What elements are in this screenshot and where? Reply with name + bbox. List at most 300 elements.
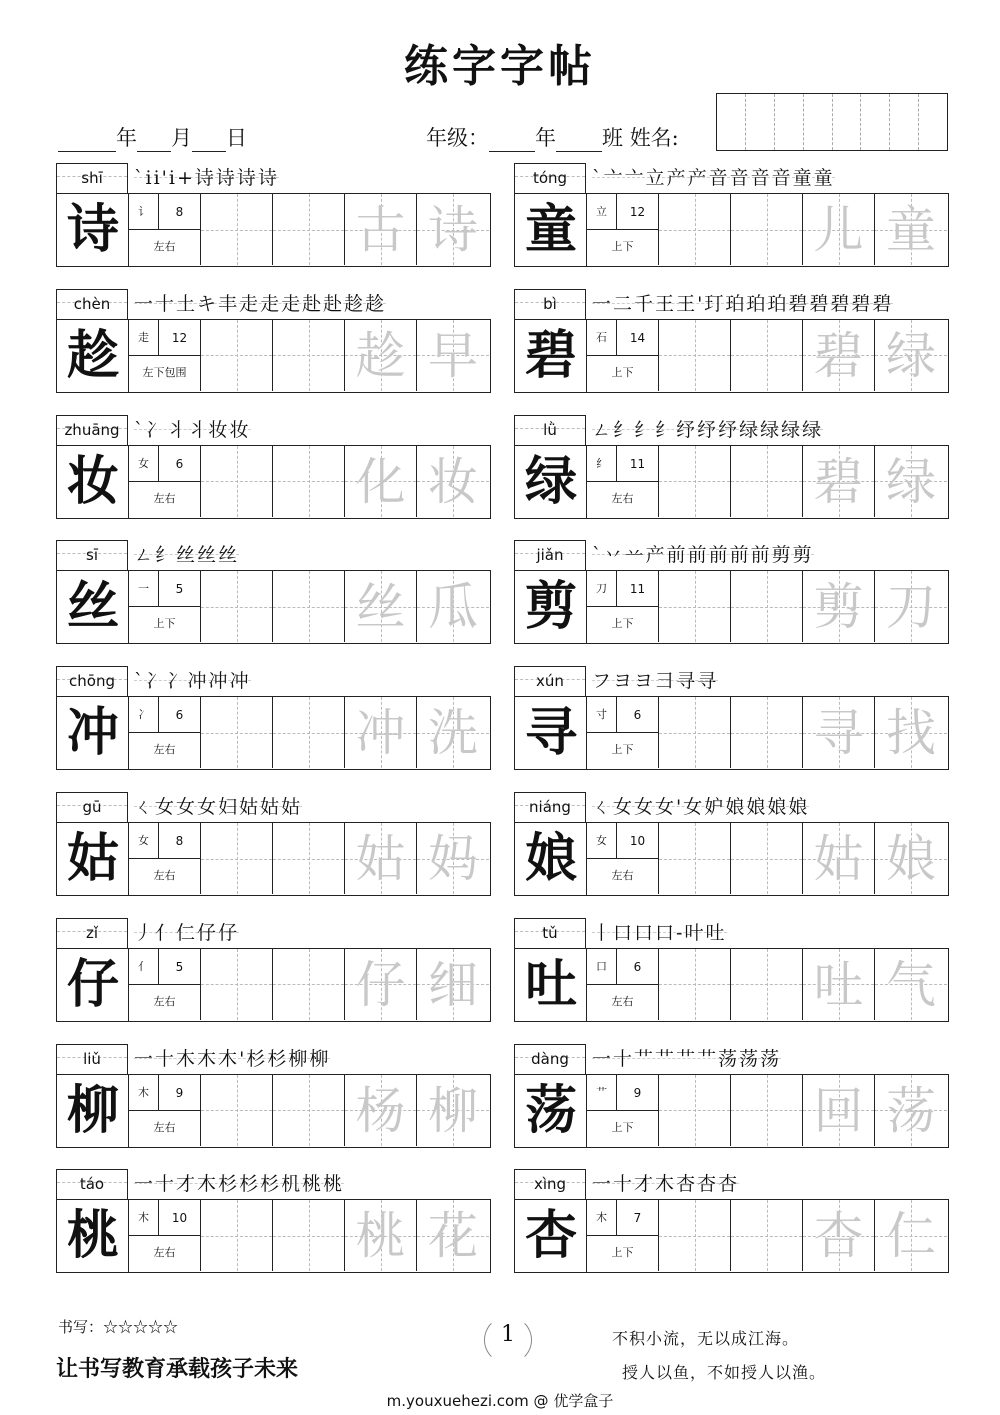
class-label: 班 — [602, 126, 623, 150]
stroke-step: 艹 — [655, 1047, 677, 1070]
practice-cell[interactable] — [731, 697, 803, 768]
model-character: 童 — [524, 199, 577, 260]
radical: 亻 — [129, 949, 159, 985]
stroke-count: 8 — [159, 194, 200, 230]
stroke-step: 音 — [771, 167, 793, 189]
stroke-step: 仔 — [218, 921, 240, 944]
model-character: 桃 — [66, 1205, 119, 1267]
word-cell[interactable] — [803, 1200, 875, 1271]
word-cell[interactable] — [417, 1200, 489, 1271]
stroke-order — [592, 417, 823, 443]
practice-cell[interactable] — [273, 1200, 345, 1271]
practice-cell[interactable] — [731, 1200, 803, 1271]
radical: 寸 — [587, 697, 617, 733]
stroke-count: 6 — [617, 697, 658, 733]
stroke-step: 纟 — [634, 418, 656, 441]
stroke-step: 走 — [281, 292, 303, 315]
trace-character: 刀 — [886, 578, 936, 637]
pinyin: lǜ — [543, 420, 557, 439]
stroke-step: 杉 — [246, 1047, 268, 1070]
structure: 上下 — [611, 1246, 634, 1260]
radical: 冫 — [129, 697, 159, 733]
trace-character: 瓜 — [428, 578, 478, 637]
word-cell[interactable] — [417, 446, 489, 517]
stroke-step: 娘 — [746, 796, 768, 818]
stroke-step: 才 — [634, 1173, 656, 1196]
word-cell[interactable] — [345, 1200, 417, 1271]
stroke-step: 冫 — [166, 670, 188, 693]
practice-cell[interactable] — [731, 571, 803, 642]
stroke-step: 口 — [634, 921, 656, 944]
pinyin: shī — [81, 169, 103, 187]
writing-grid — [56, 319, 491, 393]
stroke-count: 9 — [159, 1075, 200, 1111]
practice-cell[interactable] — [201, 1075, 273, 1146]
char-card — [514, 163, 949, 267]
practice-cell[interactable] — [273, 571, 345, 642]
stroke-step: ` — [592, 167, 604, 189]
practice-cell[interactable] — [201, 949, 273, 1020]
practice-cell[interactable] — [659, 446, 731, 517]
stroke-step: 纾 — [697, 418, 719, 441]
practice-cell[interactable] — [201, 320, 273, 391]
pinyin-box — [56, 163, 128, 193]
radical: 纟 — [587, 446, 617, 482]
model-character: 碧 — [524, 324, 577, 386]
trace-character: 花 — [428, 1207, 478, 1266]
word-cell[interactable] — [345, 446, 417, 517]
radical: 女 — [587, 823, 617, 859]
practice-cell[interactable] — [659, 320, 731, 391]
stroke-step: 冲 — [187, 670, 209, 693]
word-cell[interactable] — [417, 949, 489, 1020]
stroke-step: 吐 — [705, 921, 727, 944]
practice-cell[interactable] — [273, 823, 345, 894]
stroke-order — [592, 542, 814, 568]
word-cell[interactable] — [875, 823, 947, 894]
stroke-step: 女' — [655, 796, 684, 818]
word-cell[interactable] — [417, 194, 489, 265]
word-cell[interactable] — [803, 194, 875, 265]
practice-cell[interactable] — [731, 320, 803, 391]
practice-cell[interactable] — [659, 1200, 731, 1271]
stroke-step: 一 — [592, 292, 614, 315]
stroke-step: 剪 — [771, 544, 793, 567]
practice-cell[interactable] — [273, 1075, 345, 1146]
stroke-step: 诗 — [194, 167, 216, 189]
trace-character: 丝 — [355, 578, 406, 637]
practice-cell[interactable] — [731, 1075, 803, 1146]
trace-character: 细 — [428, 955, 478, 1014]
word-cell[interactable] — [345, 1075, 417, 1146]
stroke-step: 仁 — [176, 921, 198, 944]
char-info — [587, 949, 659, 1020]
stroke-step: 十 — [613, 1047, 635, 1070]
practice-cell[interactable] — [659, 1075, 731, 1146]
stroke-order — [134, 794, 302, 820]
char-info — [587, 194, 659, 265]
stroke-count: 9 — [617, 1075, 658, 1111]
model-character: 绿 — [524, 450, 577, 512]
char-card — [56, 1169, 491, 1273]
model-character: 仔 — [66, 953, 119, 1015]
practice-cell[interactable] — [201, 446, 273, 517]
trace-character: 桃 — [355, 1207, 406, 1266]
stroke-step: 娘 — [788, 796, 810, 818]
rating-stars: 书写：☆☆☆☆☆ — [58, 1318, 179, 1336]
writing-grid — [56, 1074, 491, 1148]
word-cell[interactable] — [875, 1075, 947, 1146]
word-cell[interactable] — [417, 697, 489, 768]
stroke-step: 王' — [676, 292, 705, 315]
proverb-1: 不积小流，无以成江海。 — [612, 1329, 800, 1348]
structure: 左右 — [153, 994, 176, 1008]
pinyin-box — [514, 666, 586, 696]
char-card — [56, 540, 491, 644]
practice-cell[interactable] — [731, 949, 803, 1020]
stroke-step: 立 — [645, 167, 667, 189]
practice-cell[interactable] — [201, 697, 273, 768]
grade-year-label: 年 — [535, 126, 556, 150]
writing-grid — [514, 319, 949, 393]
trace-character: 柳 — [428, 1081, 478, 1140]
stroke-step: 音 — [708, 167, 730, 189]
practice-cell[interactable] — [201, 1200, 273, 1271]
stroke-step: 杉 — [260, 1173, 282, 1196]
word-cell[interactable] — [803, 949, 875, 1020]
stroke-step: 珀 — [767, 292, 789, 315]
stroke-step: 纟 — [613, 418, 635, 441]
stroke-count: 11 — [617, 446, 658, 482]
trace-character: 化 — [355, 452, 406, 511]
char-info — [129, 1075, 201, 1146]
stroke-step: 前 — [666, 544, 688, 567]
pinyin-box — [514, 918, 586, 948]
char-info — [587, 571, 659, 642]
stroke-step: 杏 — [676, 1173, 698, 1196]
word-cell[interactable] — [345, 823, 417, 894]
stroke-step: 艹 — [634, 1047, 656, 1070]
word-cell[interactable] — [875, 446, 947, 517]
model-character: 寻 — [524, 702, 577, 764]
month-blank[interactable] — [137, 129, 171, 152]
trace-character: 趁 — [355, 326, 406, 385]
grade-label: 年级： — [426, 126, 489, 150]
char-info — [129, 320, 201, 391]
word-cell[interactable] — [345, 697, 417, 768]
char-card — [514, 918, 949, 1022]
trace-character: 碧 — [813, 452, 864, 511]
word-cell[interactable] — [417, 571, 489, 642]
practice-cell[interactable] — [273, 194, 345, 265]
model-character: 冲 — [66, 702, 119, 764]
stroke-step: 女 — [197, 796, 219, 818]
pinyin-box — [514, 163, 586, 193]
stroke-step: 杏 — [718, 1173, 740, 1196]
stroke-step: 珀 — [746, 292, 768, 315]
stroke-step: ` — [134, 418, 146, 441]
practice-cell[interactable] — [659, 949, 731, 1020]
radical: 石 — [587, 320, 617, 356]
practice-cell[interactable] — [731, 194, 803, 265]
char-card — [56, 792, 491, 896]
trace-character: 荡 — [886, 1081, 936, 1140]
trace-character: 剪 — [813, 578, 864, 637]
stroke-step: 娘 — [725, 796, 747, 818]
stroke-order — [592, 1046, 781, 1072]
stroke-step: 杏 — [697, 1173, 719, 1196]
proverb-2: 授人以鱼，不如授人以渔。 — [622, 1363, 827, 1382]
pinyin-box — [56, 918, 128, 948]
word-cell[interactable] — [345, 571, 417, 642]
practice-cell[interactable] — [731, 823, 803, 894]
structure: 左右 — [153, 743, 176, 757]
stroke-step: ヨ — [634, 670, 656, 693]
stroke-step: 绿 — [739, 418, 761, 441]
radical: 讠 — [129, 194, 159, 230]
trace-character: 儿 — [813, 201, 864, 259]
char-card — [56, 918, 491, 1022]
trace-character: 童 — [886, 201, 936, 259]
page-number: 1 — [480, 1322, 536, 1347]
class-blank[interactable] — [556, 129, 602, 152]
stroke-step: i — [145, 167, 154, 189]
char-card — [514, 415, 949, 519]
pinyin: liǔ — [83, 1049, 101, 1068]
trace-character: 妆 — [428, 452, 478, 511]
stroke-step: 绿 — [802, 418, 824, 441]
structure: 上下 — [611, 743, 634, 757]
radical: 一 — [129, 571, 159, 607]
stroke-step: 妆 — [229, 418, 251, 441]
stroke-step: 丰 — [218, 292, 240, 315]
stroke-step: 丬 — [166, 418, 188, 441]
stroke-step: 珀 — [725, 292, 747, 315]
pinyin: zhuāng — [64, 420, 120, 439]
practice-cell[interactable] — [659, 823, 731, 894]
stroke-step: 仔 — [197, 921, 219, 944]
practice-cell[interactable] — [659, 571, 731, 642]
stroke-step: 艹 — [676, 1047, 698, 1070]
radical: 刀 — [587, 571, 617, 607]
stroke-step: ㄥ — [134, 544, 156, 567]
model-character: 杏 — [524, 1205, 577, 1267]
word-cell[interactable] — [345, 949, 417, 1020]
pinyin: tóng — [532, 169, 568, 187]
stroke-step: 一 — [134, 1047, 156, 1070]
stroke-step: 音 — [729, 167, 751, 189]
trace-character: 古 — [355, 201, 406, 259]
stroke-step: ヨ — [613, 670, 635, 693]
word-cell[interactable] — [803, 1075, 875, 1146]
word-cell[interactable] — [875, 697, 947, 768]
writing-grid — [514, 696, 949, 770]
char-info — [129, 1200, 201, 1271]
practice-cell[interactable] — [659, 697, 731, 768]
word-cell[interactable] — [417, 320, 489, 391]
stroke-step: 亠 — [603, 167, 625, 189]
structure: 上下 — [611, 617, 634, 631]
stroke-step: 丝 — [197, 544, 219, 567]
structure: 左右 — [153, 869, 176, 882]
pinyin-box — [56, 415, 128, 445]
word-cell[interactable] — [875, 320, 947, 391]
pinyin: bì — [543, 294, 557, 313]
stroke-step: 前 — [708, 544, 730, 567]
stroke-step: 千 — [634, 292, 656, 315]
writing-grid — [514, 822, 949, 896]
stroke-step: 冲 — [229, 670, 251, 693]
trace-character: 回 — [813, 1081, 864, 1140]
stroke-step: 丨 — [592, 921, 614, 944]
stroke-step: 纾 — [676, 418, 698, 441]
stroke-step: 绿 — [781, 418, 803, 441]
year-blank[interactable] — [58, 129, 116, 152]
name-input-box[interactable] — [716, 93, 948, 151]
pinyin-box — [514, 289, 586, 319]
structure: 上下 — [611, 365, 634, 379]
stroke-step: 前 — [687, 544, 709, 567]
char-info — [129, 194, 201, 265]
char-info — [587, 823, 659, 894]
trace-character: 寻 — [813, 704, 864, 763]
stroke-step: 诗 — [257, 167, 279, 189]
char-card — [514, 540, 949, 644]
structure: 左右 — [153, 491, 176, 505]
year-label: 年 — [116, 126, 137, 150]
writing-grid — [514, 570, 949, 644]
day-blank[interactable] — [192, 129, 226, 152]
stroke-step: 碧 — [830, 292, 852, 315]
char-card — [56, 289, 491, 393]
stroke-step: 碧 — [851, 292, 873, 315]
word-cell[interactable] — [803, 446, 875, 517]
practice-cell[interactable] — [201, 823, 273, 894]
stroke-step: 口- — [655, 921, 685, 944]
char-card — [56, 415, 491, 519]
word-cell[interactable] — [803, 823, 875, 894]
stroke-step: 木 — [655, 1173, 677, 1196]
stroke-step: 土 — [176, 292, 198, 315]
pinyin-box — [514, 415, 586, 445]
model-character: 丝 — [66, 576, 119, 638]
structure: 左右 — [153, 1120, 176, 1134]
practice-cell[interactable] — [201, 571, 273, 642]
pinyin-box — [56, 666, 128, 696]
pinyin: niáng — [529, 798, 571, 816]
stroke-step: 丬 — [187, 418, 209, 441]
stroke-step: 前 — [750, 544, 772, 567]
stroke-step: 碧 — [809, 292, 831, 315]
stroke-step: 十 — [613, 1173, 635, 1196]
stroke-step: 才 — [176, 1173, 198, 1196]
char-info — [587, 446, 659, 517]
site-url: m.youxuehezi.com @ 优学盒子 — [386, 1392, 614, 1410]
trace-character: 找 — [886, 704, 936, 763]
pinyin-box — [514, 792, 586, 822]
word-cell[interactable] — [875, 949, 947, 1020]
word-cell[interactable] — [875, 194, 947, 265]
stroke-order — [134, 1171, 344, 1197]
word-cell[interactable] — [345, 320, 417, 391]
stroke-step: 产 — [666, 167, 688, 189]
stroke-step: 冫 — [145, 418, 167, 441]
word-cell[interactable] — [875, 571, 947, 642]
word-cell[interactable] — [875, 1200, 947, 1271]
char-card — [56, 666, 491, 770]
practice-cell[interactable] — [273, 446, 345, 517]
stroke-step: 丷 — [603, 544, 625, 567]
writing-grid — [56, 570, 491, 644]
model-character: 诗 — [66, 199, 119, 260]
stroke-step: 姑 — [260, 796, 282, 818]
writing-grid — [514, 193, 949, 267]
radical: 木 — [587, 1200, 617, 1236]
practice-cell[interactable] — [273, 949, 345, 1020]
stroke-step: 一 — [134, 1173, 156, 1196]
stroke-step: 叶 — [684, 921, 706, 944]
trace-character: 妈 — [428, 830, 478, 888]
char-card — [514, 1044, 949, 1148]
practice-cell[interactable] — [201, 194, 273, 265]
month-label: 月 — [171, 126, 192, 150]
practice-cell[interactable] — [659, 194, 731, 265]
stroke-step: 寻 — [697, 670, 719, 693]
structure: 上下 — [611, 1120, 634, 1134]
word-cell[interactable] — [417, 823, 489, 894]
char-info — [587, 1200, 659, 1271]
stroke-order — [134, 417, 251, 443]
practice-cell[interactable] — [731, 446, 803, 517]
radical: 走 — [129, 320, 159, 356]
grade-year-blank[interactable] — [489, 129, 535, 152]
word-cell[interactable] — [417, 1075, 489, 1146]
stroke-step: 亻 — [155, 921, 177, 944]
stroke-step: 音 — [750, 167, 772, 189]
practice-cell[interactable] — [273, 697, 345, 768]
stroke-step: 赴 — [323, 292, 345, 315]
stroke-step: 亠 — [624, 167, 646, 189]
stroke-step: 趁 — [344, 292, 366, 315]
stroke-step: 诗 — [215, 167, 237, 189]
word-cell[interactable] — [803, 571, 875, 642]
trace-character: 冲 — [355, 704, 406, 763]
stroke-step: ㄑ — [134, 796, 156, 818]
trace-character: 杨 — [355, 1081, 406, 1140]
trace-character: 洗 — [428, 704, 478, 763]
trace-character: 姑 — [355, 830, 406, 888]
stroke-step: ㄑ — [592, 796, 614, 818]
word-cell[interactable] — [803, 320, 875, 391]
word-cell[interactable] — [345, 194, 417, 265]
model-character: 剪 — [524, 576, 577, 638]
stroke-step: 荡 — [760, 1047, 782, 1070]
stroke-step: 碧 — [872, 292, 894, 315]
stroke-step: 趁 — [365, 292, 387, 315]
stroke-order — [134, 291, 386, 317]
stroke-count: 12 — [159, 320, 200, 356]
practice-cell[interactable] — [273, 320, 345, 391]
char-card — [56, 163, 491, 267]
pinyin: chèn — [73, 294, 111, 313]
stroke-step: 木 — [197, 1173, 219, 1196]
stroke-step: 童 — [792, 167, 814, 189]
stroke-step: 一 — [592, 1047, 614, 1070]
word-cell[interactable] — [803, 697, 875, 768]
trace-character: 绿 — [886, 452, 936, 511]
stroke-step: 产 — [687, 167, 709, 189]
stroke-step: 前 — [729, 544, 751, 567]
